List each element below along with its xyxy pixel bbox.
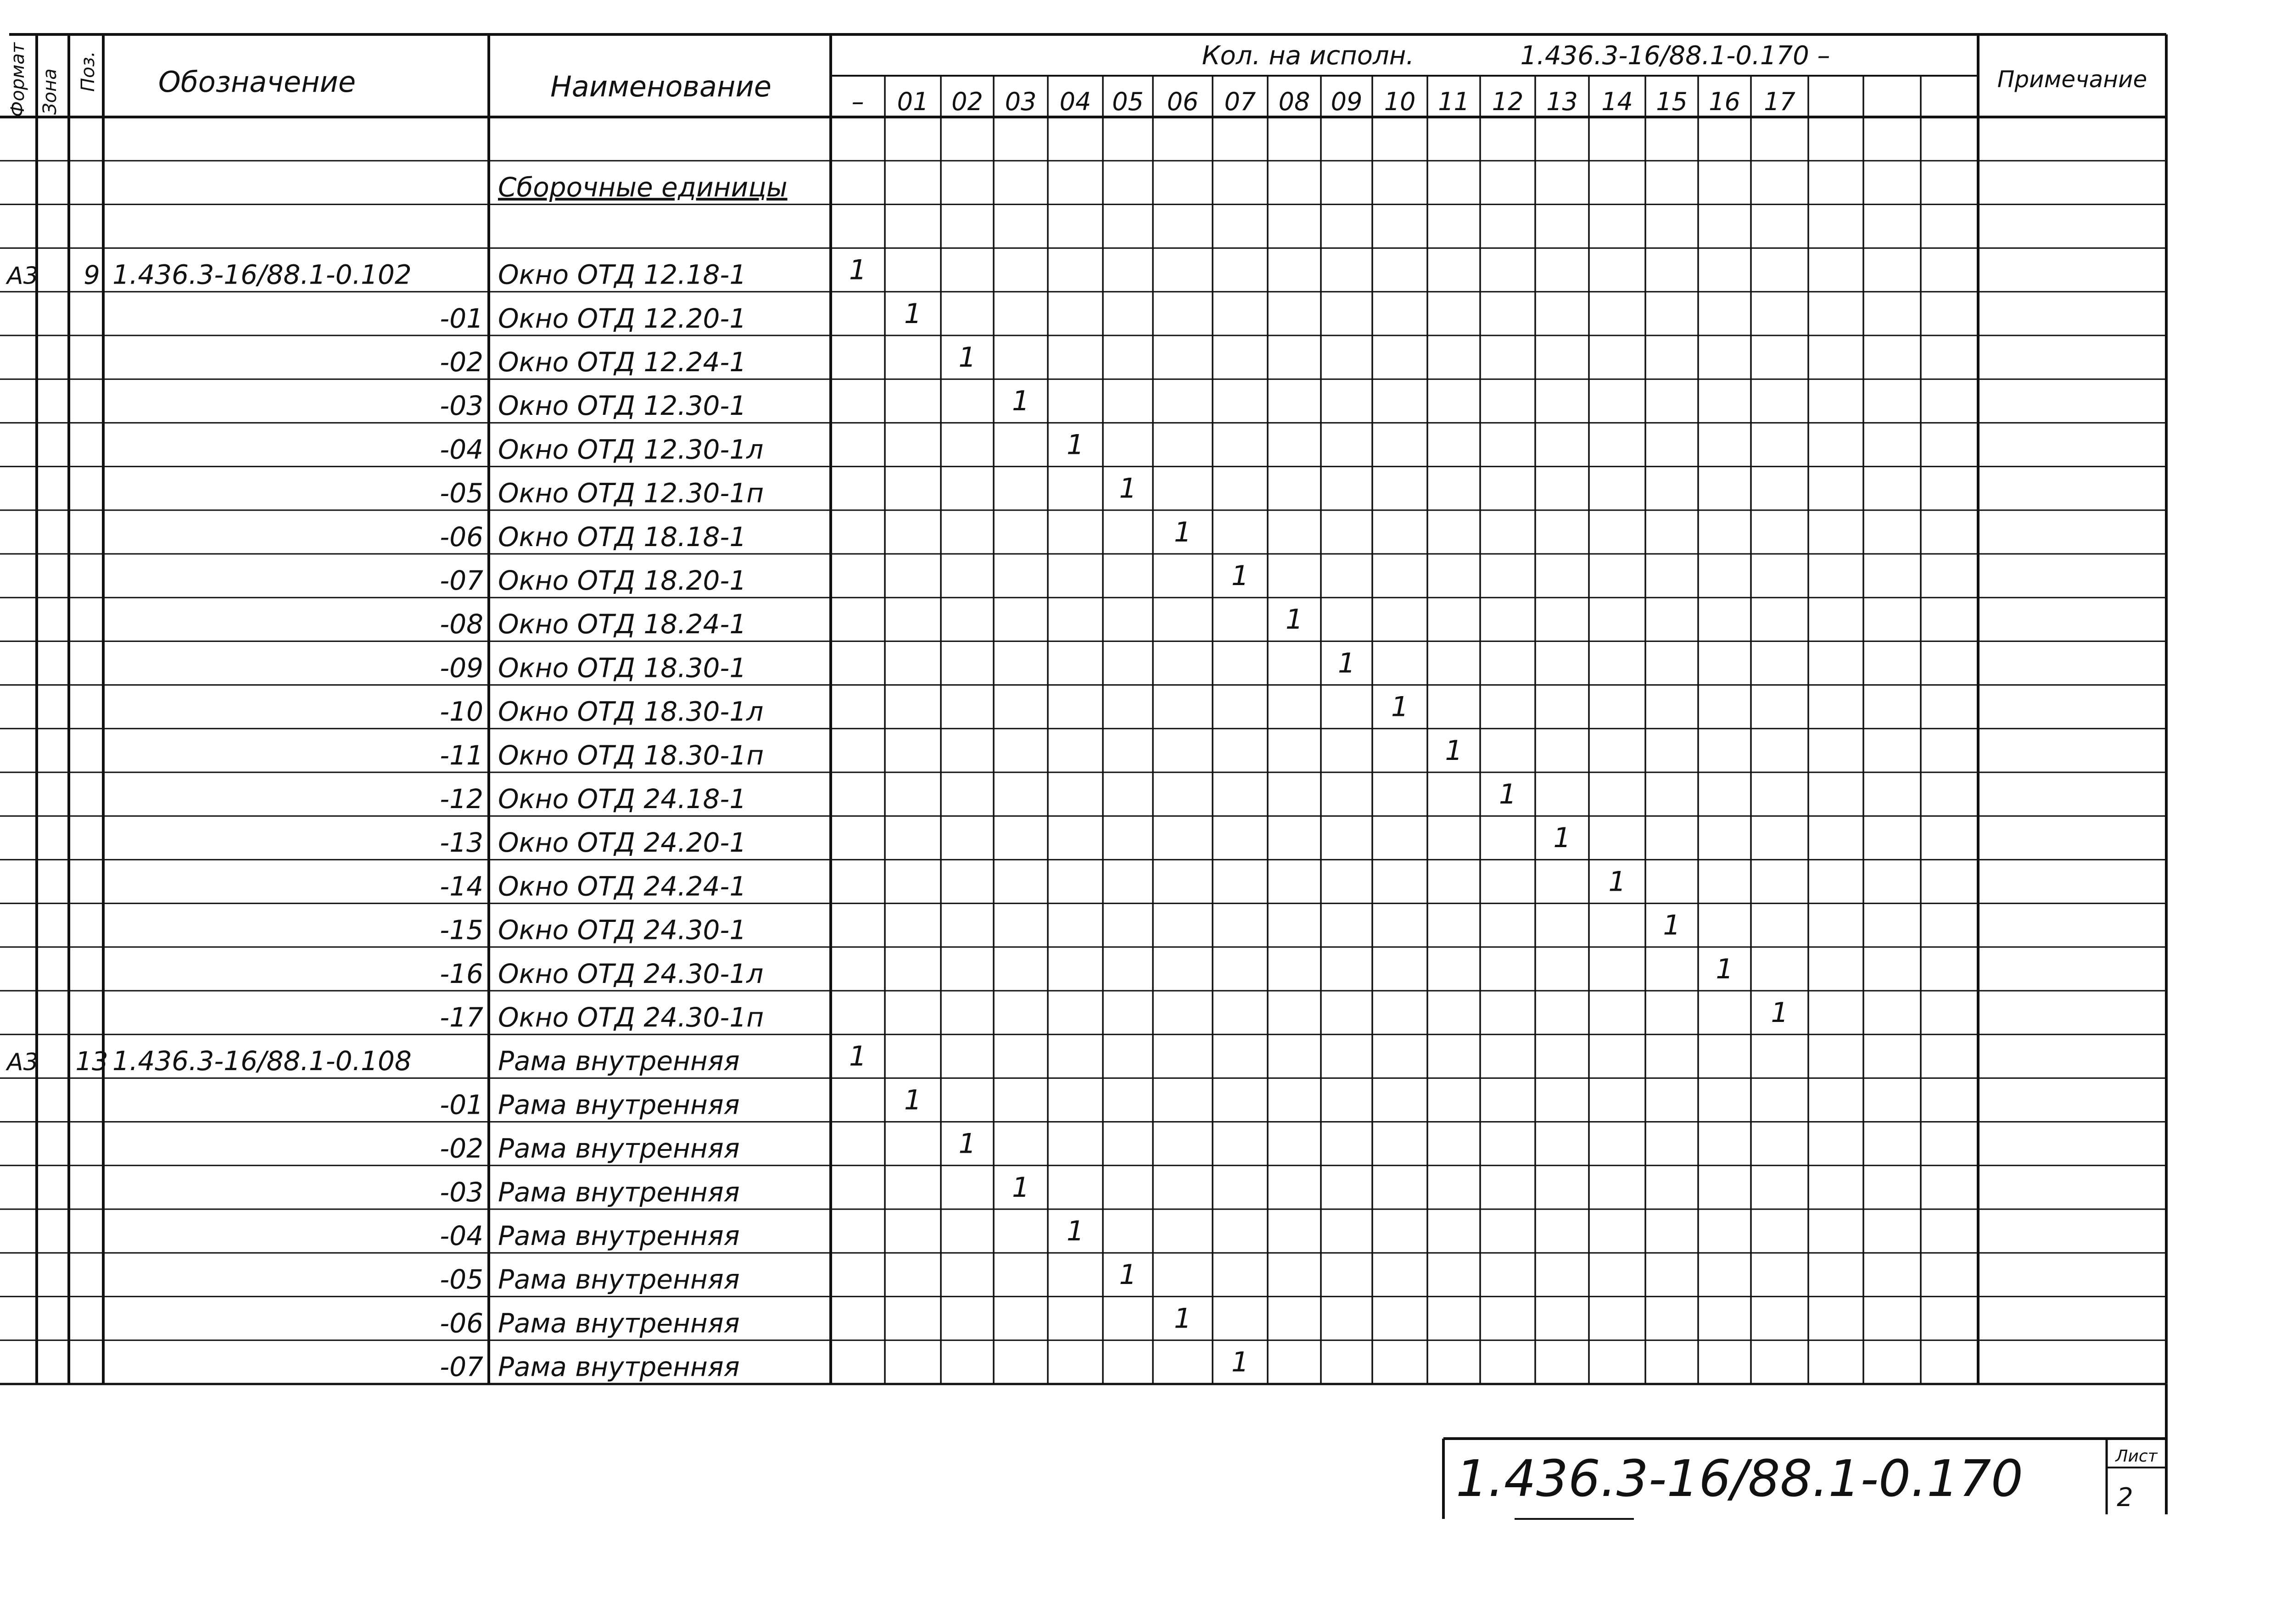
row-qty: 1 [1608,865,1626,898]
row-qty: 1 [1499,778,1517,810]
variant-header-14: 14 [1601,87,1633,116]
row-name: Окно ОТД 18.18-1 [498,521,747,552]
row-name: Окно ОТД 18.20-1 [498,565,747,596]
row-designation: -12 [440,783,483,815]
row-qty: 1 [904,297,922,330]
row-qty: 1 [1285,603,1303,636]
row-name: Окно ОТД 12.24-1 [498,346,747,378]
variant-header-11: 11 [1438,87,1470,116]
row-name: Окно ОТД 18.30-1 [498,652,747,684]
table-text [6,41,2158,1512]
row-designation: -06 [440,1307,483,1339]
row-name: Окно ОТД 24.18-1 [498,783,747,815]
row-name: Окно ОТД 24.30-1п [498,1002,764,1033]
variant-header-12: 12 [1492,87,1524,116]
row-designation: -16 [440,958,483,989]
row-designation: -15 [440,914,483,946]
qty-header: Кол. на исполн. [1202,41,1415,71]
col-note-header: Примечание [1997,66,2147,93]
row-qty: 1 [849,254,867,286]
row-qty: 1 [1391,691,1409,723]
row-designation: -10 [440,696,483,727]
row-format: А3 [7,262,39,290]
variant-header-base: – [851,87,864,116]
row-name: Рама внутренняя [498,1351,740,1383]
row-name: Окно ОТД 12.20-1 [498,302,747,334]
row-designation: -11 [440,739,483,771]
qty-base-header: 1.436.3-16/88.1-0.170 – [1520,41,1830,71]
row-format: А3 [7,1049,39,1077]
row-designation: -13 [440,827,483,859]
row-qty: 1 [1066,1215,1085,1247]
row-qty: 1 [1445,734,1463,767]
row-designation: -01 [440,302,483,334]
variant-header-13: 13 [1546,87,1578,116]
row-designation: -02 [440,346,483,378]
row-name: Рама внутренняя [498,1133,740,1164]
col-designation-header: Обозначение [158,65,356,99]
row-qty: 1 [1337,647,1356,680]
row-designation: -04 [440,434,483,465]
variant-header-04: 04 [1059,87,1091,116]
row-designation: -06 [440,521,483,552]
row-qty: 1 [1119,1259,1137,1291]
row-qty: 1 [849,1040,867,1073]
row-designation: 1.436.3-16/88.1-0.108 [112,1045,412,1077]
variant-header-09: 09 [1331,87,1363,116]
row-name: Окно ОТД 18.24-1 [498,608,747,640]
row-designation: -05 [440,477,483,509]
row-designation: -07 [440,565,483,596]
row-qty: 1 [1231,1346,1249,1378]
row-qty: 1 [1012,1171,1030,1204]
col-format-header: Формат [7,42,28,117]
section-title: Сборочные единицы [498,172,788,203]
row-qty: 1 [958,1127,976,1160]
row-name: Окно ОТД 24.24-1 [498,871,747,902]
variant-header-08: 08 [1278,87,1310,116]
row-designation: -09 [440,652,483,684]
row-name: Окно ОТД 12.30-1 [498,390,747,422]
row-qty: 1 [1663,909,1681,942]
row-name: Окно ОТД 24.20-1 [498,827,747,859]
row-name: Окно ОТД 18.30-1л [498,696,764,727]
row-designation: -14 [440,871,483,902]
row-name: Рама внутренняя [498,1307,740,1339]
row-qty: 1 [1174,516,1192,548]
row-qty: 1 [904,1084,922,1116]
row-qty: 1 [1553,822,1571,854]
row-designation: -17 [440,1002,483,1033]
sheet-label: Лист [2115,1447,2158,1466]
row-name: Окно ОТД 12.18-1 [498,259,747,290]
variant-header-01: 01 [897,87,929,116]
row-name: Рама внутренняя [498,1089,740,1121]
table-grid-lines [0,34,2166,1384]
row-pos: 13 [75,1047,108,1077]
row-qty: 1 [1231,560,1249,592]
sheet-number: 2 [2117,1483,2133,1512]
row-qty: 1 [1066,429,1085,461]
row-qty: 1 [958,341,976,374]
row-designation: -04 [440,1220,483,1251]
row-qty: 1 [1716,953,1733,985]
variant-header-02: 02 [951,87,983,116]
row-name: Окно ОТД 24.30-1л [498,958,764,989]
row-qty: 1 [1119,472,1137,505]
row-designation: -05 [440,1264,483,1295]
col-name-header: Наименование [550,70,772,103]
variant-header-17: 17 [1764,87,1795,116]
row-designation: -03 [440,1176,483,1208]
row-designation: 1.436.3-16/88.1-0.102 [112,259,412,290]
document-code: 1.436.3-16/88.1-0.170 [1455,1449,2024,1508]
variant-header-05: 05 [1112,87,1144,116]
row-designation: -07 [440,1351,483,1383]
col-pos-header: Поз. [78,51,99,92]
row-qty: 1 [1174,1302,1192,1335]
variant-header-10: 10 [1384,87,1416,116]
row-qty: 1 [1012,385,1030,418]
row-qty: 1 [1771,997,1789,1029]
variant-header-07: 07 [1224,87,1256,116]
row-name: Рама внутренняя [498,1264,740,1295]
row-name: Окно ОТД 24.30-1 [498,914,747,946]
variant-header-03: 03 [1005,87,1037,116]
row-designation: -02 [440,1133,483,1164]
row-name: Рама внутренняя [498,1045,740,1077]
row-name: Окно ОТД 18.30-1п [498,739,764,771]
row-designation: -03 [440,390,483,422]
row-pos: 9 [84,260,100,290]
row-name: Рама внутренняя [498,1176,740,1208]
row-name: Окно ОТД 12.30-1п [498,477,764,509]
variant-header-15: 15 [1656,87,1688,116]
variant-header-06: 06 [1167,87,1199,116]
variant-header-16: 16 [1709,87,1740,116]
row-designation: -08 [440,608,483,640]
row-designation: -01 [440,1089,483,1121]
row-name: Окно ОТД 12.30-1л [498,434,764,465]
col-zone-header: Зона [39,68,61,115]
row-name: Рама внутренняя [498,1220,740,1251]
